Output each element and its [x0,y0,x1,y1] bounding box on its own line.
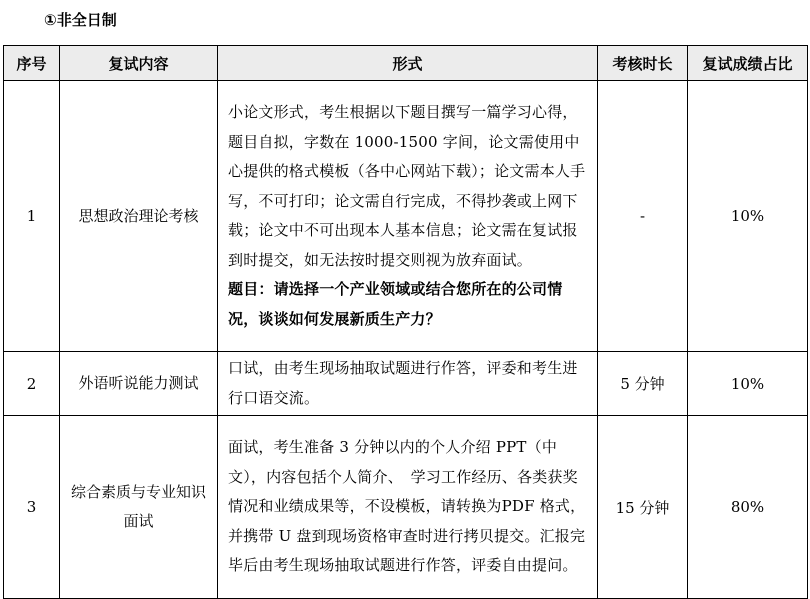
header-form: 形式 [218,46,598,81]
row-form [218,81,598,352]
row-content: 思想政治理论考核 [60,81,218,352]
header-weight: 复试成绩占比 [688,46,808,81]
row-form-text: 小论文形式，考生根据以下题目撰写一篇学习心得，题目自拟，字数在 1000-1500 字间，论文需使用中心提供的格式模板（各中心网站下载）；论文需本人手写，不可打印；论文需自行完成，不得抄袭或上网下载；论文中不可出现本人基本信息；论文需在复试报到时提交，如无法按时提交则视为放弃面试。 [228,103,586,269]
header-no: 序号 [4,46,60,81]
header-content: 复试内容 [60,46,218,81]
section-title: ①非全日制 [44,11,117,29]
header-duration: 考核时长 [598,46,688,81]
row-number: 2 [4,352,60,416]
table-row [4,352,808,416]
row-duration: 15 分钟 [598,416,688,599]
row-form-text: 口试，由考生现场抽取试题进行作答，评委和考生进行口语交流。 [228,359,578,407]
row-weight: 10% [688,352,808,416]
row-form [218,352,598,416]
row-duration: 5 分钟 [598,352,688,416]
row-form-text: 面试，考生准备 3 分钟以内的个人介绍 PPT（中文），内容包括个人简介、 学习工作经历、各类获奖情况和业绩成果等，不设模板，请转换为PDF 格式，并携带 U 盘到现场资格审查时进行拷贝提交。汇报完毕后由考生现场抽取试题进行作答，评委自由提问。 [228,438,586,575]
row-number: 1 [4,81,60,352]
table-header-row [4,46,808,81]
assessment-table [3,45,808,599]
row-duration: - [598,81,688,352]
row-form [218,416,598,599]
row-weight: 80% [688,416,808,599]
table-row [4,81,808,352]
row-content: 外语听说能力测试 [60,352,218,416]
row-content: 综合素质与专业知识面试 [60,416,218,599]
row-weight: 10% [688,81,808,352]
row-number: 3 [4,416,60,599]
table-row [4,416,808,599]
row-form-topic: 题目：请选择一个产业领域或结合您所在的公司情况，谈谈如何发展新质生产力？ [228,280,563,328]
